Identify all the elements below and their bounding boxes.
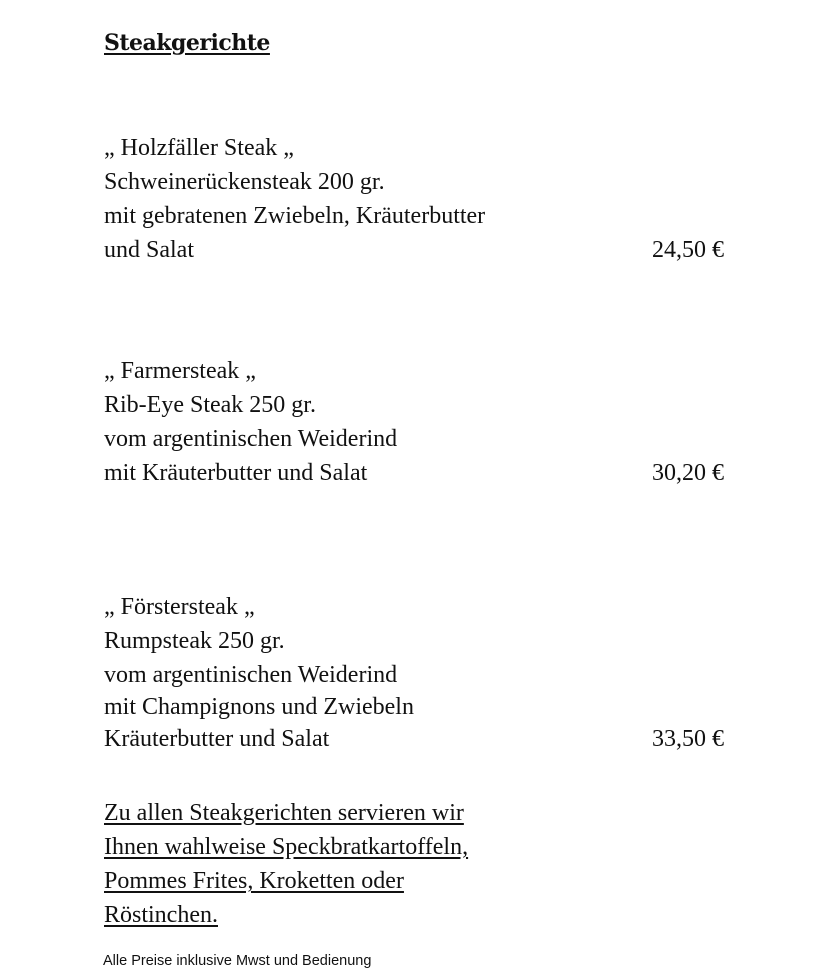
dish-description: und Salat xyxy=(104,237,194,263)
dish-cut: Rib-Eye Steak 250 gr. xyxy=(104,392,316,418)
side-dishes-line: Zu allen Steakgerichten servieren wir xyxy=(104,800,464,826)
dish-description: Kräuterbutter und Salat xyxy=(104,726,330,752)
side-dishes-line: Ihnen wahlweise Speckbratkartoffeln, xyxy=(104,834,469,860)
dish-price: 33,50 € xyxy=(652,726,724,752)
dish-description: mit Kräuterbutter und Salat xyxy=(104,460,368,486)
dish-price: 24,50 € xyxy=(652,237,724,263)
side-dishes-line: Röstinchen. xyxy=(104,902,218,928)
dish-cut: Schweinerückensteak 200 gr. xyxy=(104,169,385,195)
dish-name: „ Förstersteak „ xyxy=(104,594,255,620)
dish-name: „ Holzfäller Steak „ xyxy=(104,135,294,161)
dish-last-line xyxy=(104,722,724,756)
dish-farmersteak xyxy=(104,354,724,490)
dish-description: vom argentinischen Weiderind xyxy=(104,662,398,688)
dish-holzfaeller-steak xyxy=(104,131,724,267)
menu-heading: Steakgerichte xyxy=(104,30,270,56)
dish-cut: Rumpsteak 250 gr. xyxy=(104,628,285,654)
dish-description: mit Champignons und Zwiebeln xyxy=(104,694,414,720)
dish-last-line xyxy=(104,233,724,267)
side-dishes-line: Pommes Frites, Kroketten oder xyxy=(104,868,404,894)
dish-description: mit gebratenen Zwiebeln, Kräuterbutter xyxy=(104,203,486,229)
dish-last-line xyxy=(104,456,724,490)
dish-foerstersteak xyxy=(104,590,724,756)
side-dishes-note xyxy=(104,796,468,932)
dish-name: „ Farmersteak „ xyxy=(104,358,256,384)
price-footnote: Alle Preise inklusive Mwst und Bedienung xyxy=(103,953,372,969)
dish-description: vom argentinischen Weiderind xyxy=(104,426,398,452)
dish-price: 30,20 € xyxy=(652,460,724,486)
